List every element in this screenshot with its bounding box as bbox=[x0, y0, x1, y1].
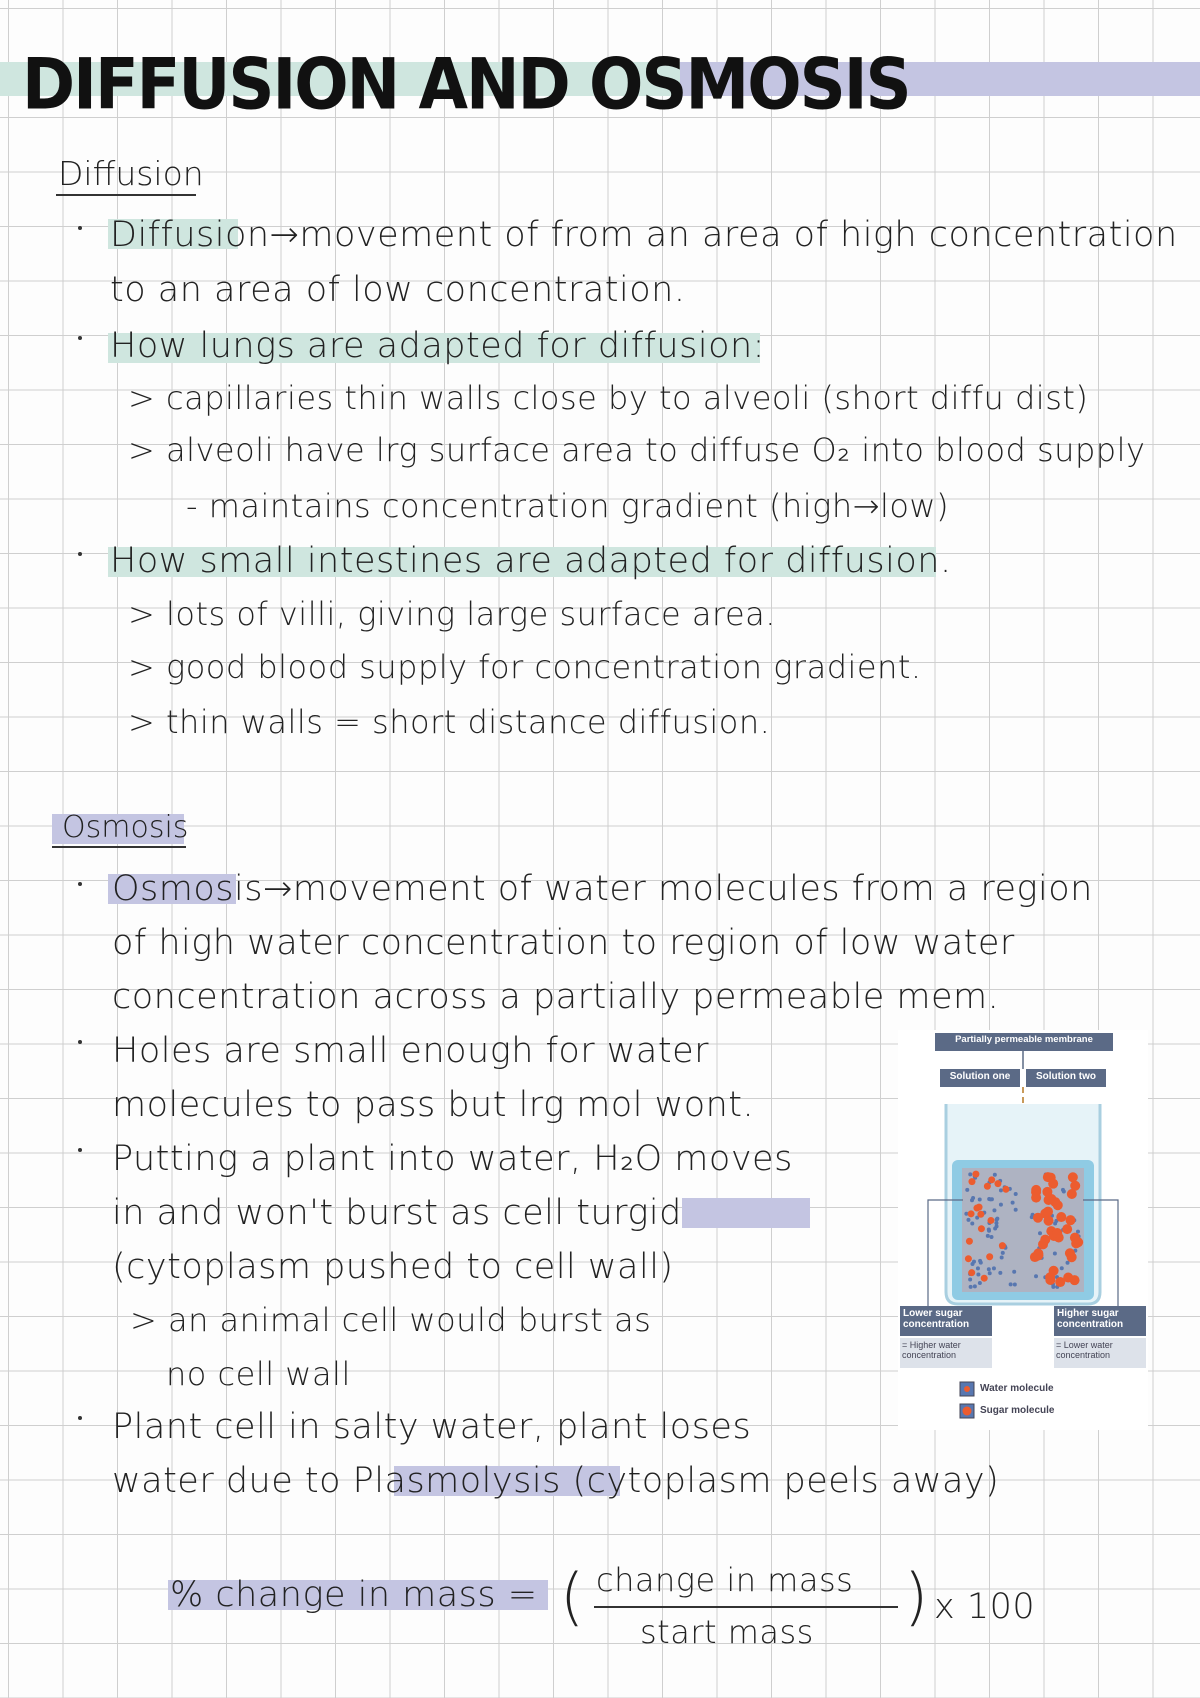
page-title: DIFFUSION AND OSMOSIS bbox=[22, 44, 910, 126]
sugar-molecule bbox=[1062, 1224, 1072, 1234]
sugar-molecule bbox=[999, 1242, 1006, 1249]
water-molecule bbox=[1053, 1252, 1057, 1256]
water-molecule bbox=[987, 1228, 991, 1232]
water-molecule bbox=[995, 1224, 999, 1228]
sugar-molecule bbox=[968, 1210, 975, 1217]
beaker-illustration bbox=[898, 1030, 1148, 1430]
right-water-label: = Lower water concentration bbox=[1054, 1338, 1146, 1368]
water-molecule bbox=[976, 1273, 980, 1277]
intestines-point-3: > thin walls = short distance diffusion. bbox=[128, 703, 771, 741]
sugar-molecule bbox=[965, 1255, 972, 1262]
bullet bbox=[78, 1416, 82, 1420]
water-molecule bbox=[1062, 1190, 1066, 1194]
sugar-molecule bbox=[1063, 1273, 1073, 1283]
sugar-molecule bbox=[1049, 1266, 1059, 1276]
sugar-molecule bbox=[978, 1225, 985, 1232]
water-molecule bbox=[987, 1267, 991, 1271]
salty-line1: Plant cell in salty water, plant loses bbox=[112, 1407, 752, 1447]
water-molecule bbox=[1000, 1256, 1004, 1260]
water-molecule bbox=[1051, 1285, 1055, 1289]
water-molecule bbox=[988, 1271, 992, 1275]
sugar-molecule bbox=[987, 1217, 994, 1224]
bullet bbox=[78, 336, 82, 340]
water-molecule bbox=[976, 1266, 980, 1270]
water-molecule bbox=[998, 1271, 1002, 1275]
water-molecule bbox=[999, 1188, 1003, 1192]
sugar-molecule bbox=[1043, 1207, 1053, 1217]
water-molecule bbox=[1013, 1283, 1017, 1287]
animal-line2: no cell wall bbox=[166, 1355, 351, 1393]
salty-line2: water due to Plasmolysis (cytoplasm peels away) bbox=[112, 1461, 1000, 1501]
water-molecule bbox=[970, 1222, 974, 1226]
solution-two-label: Solution two bbox=[1026, 1069, 1106, 1087]
sugar-molecule bbox=[1033, 1248, 1043, 1258]
right-concentration-label: Higher sugar concentration bbox=[1054, 1306, 1146, 1336]
water-molecule bbox=[1009, 1282, 1013, 1286]
legend-sugar-label: Sugar molecule bbox=[980, 1405, 1055, 1416]
formula-fraction-bar bbox=[594, 1606, 898, 1608]
osmosis-definition-line1: Osmosis→movement of water molecules from a region bbox=[112, 869, 1093, 909]
water-molecule bbox=[1038, 1231, 1042, 1235]
water-molecule bbox=[988, 1197, 992, 1201]
sugar-molecule bbox=[1042, 1187, 1052, 1197]
sugar-molecule bbox=[1056, 1212, 1066, 1222]
water-molecule bbox=[992, 1266, 996, 1270]
sugar-molecule bbox=[984, 1183, 991, 1190]
water-molecule bbox=[999, 1203, 1003, 1207]
intestines-point-2: > good blood supply for concentration gradient. bbox=[128, 648, 922, 686]
water-molecule bbox=[1001, 1251, 1005, 1255]
lungs-heading: How lungs are adapted for diffusion: bbox=[110, 326, 765, 366]
water-molecule bbox=[1012, 1270, 1016, 1274]
water-molecule bbox=[978, 1281, 982, 1285]
formula-close-paren: ) bbox=[904, 1560, 929, 1633]
sugar-molecule bbox=[1067, 1252, 1077, 1262]
left-concentration-label: Lower sugar concentration bbox=[900, 1306, 992, 1336]
plant-water-line2: in and won't burst as cell turgid bbox=[112, 1193, 682, 1233]
water-molecule bbox=[978, 1197, 982, 1201]
osmosis-definition-line2: of high water concentration to region of low water bbox=[112, 923, 1015, 963]
sugar-molecule bbox=[1066, 1215, 1076, 1225]
sugar-molecule bbox=[968, 1178, 975, 1185]
water-molecule bbox=[971, 1262, 975, 1266]
water-molecule bbox=[969, 1285, 973, 1289]
sugar-molecule bbox=[972, 1171, 979, 1178]
formula-multiplier: x 100 bbox=[934, 1587, 1036, 1627]
water-molecule bbox=[968, 1277, 972, 1281]
sugar-molecule bbox=[1031, 1185, 1041, 1195]
water-molecule bbox=[1014, 1208, 1018, 1212]
bullet bbox=[78, 882, 82, 886]
legend-water-label: Water molecule bbox=[980, 1383, 1054, 1394]
bullet bbox=[78, 226, 82, 230]
left-water-label: = Higher water concentration bbox=[900, 1338, 992, 1368]
water-molecule bbox=[1034, 1274, 1038, 1278]
osmosis-definition-line3: concentration across a partially permeable mem. bbox=[112, 977, 1000, 1017]
sugar-molecule bbox=[1068, 1172, 1078, 1182]
water-molecule bbox=[1014, 1192, 1018, 1196]
sugar-molecule bbox=[1002, 1186, 1009, 1193]
osmosis-heading: Osmosis bbox=[62, 810, 189, 845]
water-molecule bbox=[1060, 1266, 1064, 1270]
water-molecule bbox=[965, 1188, 969, 1192]
sugar-molecule bbox=[1048, 1179, 1058, 1189]
water-molecule bbox=[990, 1235, 994, 1239]
sugar-molecule bbox=[1040, 1235, 1050, 1245]
water-molecule bbox=[968, 1172, 972, 1176]
water-molecule bbox=[1053, 1222, 1057, 1226]
formula-numerator: change in mass bbox=[596, 1561, 854, 1599]
membrane-label: Partially permeable membrane bbox=[935, 1033, 1113, 1051]
water-molecule bbox=[978, 1259, 982, 1263]
osmosis-heading-underline bbox=[52, 846, 186, 848]
sugar-molecule bbox=[1070, 1181, 1080, 1191]
water-molecule bbox=[992, 1208, 996, 1212]
water-molecule bbox=[995, 1217, 999, 1221]
sugar-molecule bbox=[1052, 1228, 1062, 1238]
formula-denominator: start mass bbox=[640, 1613, 814, 1651]
formula-lhs: % change in mass = bbox=[170, 1575, 538, 1615]
sugar-molecule bbox=[1033, 1213, 1043, 1223]
sugar-molecule bbox=[977, 1211, 984, 1218]
bullet bbox=[78, 1148, 82, 1152]
water-molecule bbox=[993, 1173, 997, 1177]
sugar-molecule bbox=[973, 1205, 980, 1212]
intestines-heading: How small intestines are adapted for diffusion. bbox=[110, 541, 952, 581]
lungs-point-1: > capillaries thin walls close by to alveoli (short diffu dist) bbox=[128, 379, 1089, 417]
holes-line1: Holes are small enough for water bbox=[112, 1031, 710, 1071]
water-molecule bbox=[1011, 1201, 1015, 1205]
sugar-molecule bbox=[994, 1180, 1001, 1187]
sugar-molecule bbox=[966, 1238, 973, 1245]
water-molecule bbox=[986, 1234, 990, 1238]
water-molecule bbox=[971, 1196, 975, 1200]
sugar-molecule bbox=[1073, 1237, 1083, 1247]
diffusion-heading-underline bbox=[56, 194, 196, 196]
sugar-molecule bbox=[986, 1253, 993, 1260]
highlight-turgid bbox=[682, 1198, 810, 1228]
sugar-molecule bbox=[981, 1275, 988, 1282]
diffusion-heading: Diffusion bbox=[58, 154, 204, 193]
lungs-subpoint: - maintains concentration gradient (high→low) bbox=[186, 487, 950, 525]
animal-line1: > an animal cell would burst as bbox=[130, 1301, 652, 1339]
holes-line2: molecules to pass but lrg mol wont. bbox=[112, 1085, 755, 1125]
sugar-molecule bbox=[1053, 1200, 1063, 1210]
plant-water-line1: Putting a plant into water, H₂O moves bbox=[112, 1139, 793, 1179]
plant-water-line3: (cytoplasm pushed to cell wall) bbox=[112, 1247, 674, 1287]
osmosis-diagram bbox=[898, 1030, 1148, 1430]
water-molecule bbox=[973, 1284, 977, 1288]
bullet bbox=[78, 1040, 82, 1044]
formula-open-paren: ( bbox=[560, 1560, 585, 1633]
sugar-molecule bbox=[968, 1269, 975, 1276]
diffusion-definition-line2: to an area of low concentration. bbox=[110, 270, 686, 310]
sugar-molecule bbox=[988, 1176, 995, 1183]
intestines-point-1: > lots of villi, giving large surface area. bbox=[128, 595, 776, 633]
lungs-point-2: > alveoli have lrg surface area to diffuse O₂ into blood supply bbox=[128, 431, 1146, 469]
bullet bbox=[78, 552, 82, 556]
diffusion-definition-line1: Diffusion→movement of from an area of high concentration bbox=[110, 215, 1178, 255]
solution-one-label: Solution one bbox=[940, 1069, 1020, 1087]
water-molecule bbox=[966, 1218, 970, 1222]
